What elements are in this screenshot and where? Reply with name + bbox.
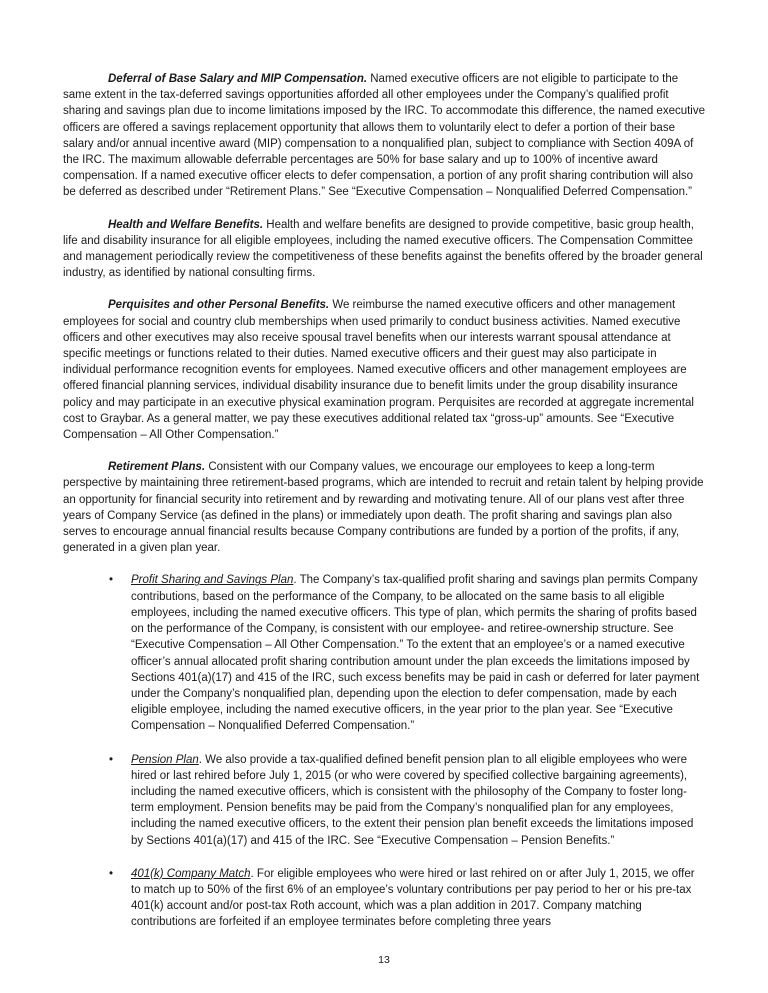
list-item-lead: 401(k) Company Match	[131, 867, 251, 880]
paragraph-lead: Retirement Plans.	[108, 461, 206, 474]
paragraph-health-and-welfare	[63, 217, 706, 282]
list-item-body: . We also provide a tax-qualified defined benefit pension plan to all eligible employees who were hired or last rehired before July 1, 2015 (or who were covered by specified collective bargaining agreements), including the named executive officers, which is consistent with the philosophy of the Company to foster long- term employment. Pension benefits may be paid from the Company’s nonqualified plan for any employees, including the named executive officers, to the extent their pension plan benefit exceeds the limitations imposed by Sections 401(a)(17) and 415 of the IRC. See “Executive Compensation – Pension Benefits.”	[131, 753, 694, 847]
paragraph-body: Health and welfare benefits are designed to provide competitive, basic group health, life and disability insurance for all eligible employees, including the named executive officers. The Compensation Committee and management periodically review the competitiveness of these benefits against the benefits offered by the broader general industry, as identified by national consulting firms.	[63, 218, 703, 280]
list-item-lead: Pension Plan	[131, 753, 199, 766]
list-item-body: . The Company’s tax-qualified profit sharing and savings plan permits Company contributions, based on the performance of the Company, to be allocated on the same basis to all eligible employees, including the named executive officers. This type of plan, which permits the sharing of profits based on the performance of the Company, is consistent with our employee- and retiree-ownership structure. See “Executive Compensation – All Other Compensation.” To the extent that an employee’s or a named executive officer’s annual allocated profit sharing contribution amount under the plan exceeds the limitations imposed by Sections 401(a)(17) and 415 of the IRC, such excess benefits may be paid in cash or deferred for later payment under the Company’s nonqualified plan, depending upon the election to defer compensation, made by each eligible employee, including the named executive officers, in the year prior to the plan year. See “Executive Compensation – Nonqualified Deferred Compensation.”	[131, 574, 700, 733]
paragraph-lead: Deferral of Base Salary and MIP Compensation.	[108, 73, 368, 85]
bullet-icon: •	[109, 574, 114, 587]
list-item-pension-plan	[63, 752, 706, 849]
bullet-icon: •	[109, 867, 114, 880]
paragraph-lead: Health and Welfare Benefits.	[108, 218, 264, 231]
list-item-lead: Profit Sharing and Savings Plan	[131, 574, 294, 587]
paragraph-deferral-of-base-salary	[63, 71, 706, 201]
paragraph-body: We reimburse the named executive officers and other management employees for social and country club memberships when used primarily to conduct business activities. Named executive officers and other executives may also receive spousal travel benefits when our interests warrant spousal attendance at specific meetings or functions related to their duties. Named executive officers and their guest may also participate in individual performance recognition events for employees. Named executive officers and other management employees are offered financial planning services, individual disability insurance due to benefit limits under the group disability insurance policy and may participate in an executive physical examination program. Perquisites are recorded at aggregate incremental cost to Graybar. As a general matter, we pay these executives additional related tax “gross-up” amounts. See “Executive Compensation – All Other Compensation.”	[63, 299, 694, 442]
page-number: 13	[378, 953, 390, 966]
list-item-body: . For eligible employees who were hired or last rehired on or after July 1, 2015, we offer to match up to 50% of the first 6% of an employee’s voluntary contributions per pay period to her or his pre-tax 401(k) account and/or post-tax Roth account, which was a plan addition in 2017. Company matching contributions are forfeited if an employee terminates before completing three years	[131, 867, 695, 929]
paragraph-retirement-plans	[63, 459, 706, 556]
list-item-401k-company-match	[63, 866, 706, 931]
paragraph-lead: Perquisites and other Personal Benefits.	[108, 299, 330, 312]
list-item-profit-sharing-plan	[63, 572, 706, 734]
paragraph-body: Consistent with our Company values, we encourage our employees to keep a long-term perspective by maintaining three retirement-based programs, which are intended to recruit and retain talent by helping provide an opportunity for financial security into retirement and by rewarding and motivating tenure. All of our plans vest after three years of Company Service (as defined in the plans) or immediately upon death. The profit sharing and savings plan also serves to encourage annual financial results because Company contributions are funded by a portion of the profits, if any, generated in a given plan year.	[63, 461, 704, 555]
paragraph-perquisites	[63, 297, 706, 443]
retirement-plans-list	[63, 572, 706, 930]
paragraph-body: Named executive officers are not eligible to participate to the same extent in the tax-deferred savings opportunities afforded all other employees under the Company’s qualified profit sharing and savings plan due to income limitations imposed by the IRC. To accommodate this difference, the named executive officers are offered a savings replacement opportunity that allows them to voluntarily elect to defer a portion of their base salary and/or annual incentive award (MIP) compensation to a nonqualified plan, subject to compliance with Section 409A of the IRC. The maximum allowable deferrable percentages are 50% for base salary and up to 100% of incentive award compensation. If a named executive officer elects to defer compensation, a portion of any profit sharing contribution will also be deferred as described under “Retirement Plans.” See “Executive Compensation – Nonqualified Deferred Compensation.”	[63, 73, 706, 199]
bullet-icon: •	[109, 753, 114, 766]
